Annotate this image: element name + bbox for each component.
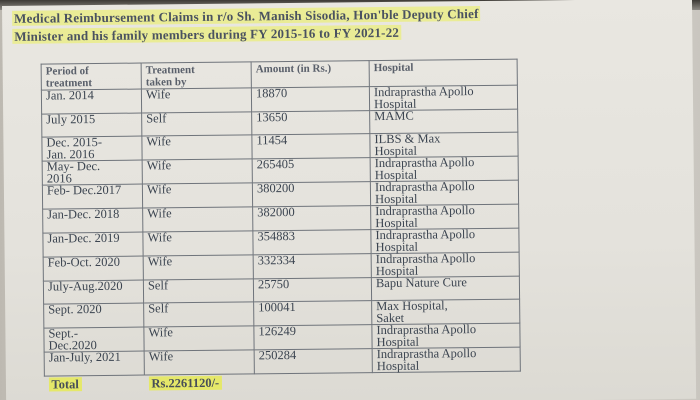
cell-hospital: Indraprastha Apollo Hospital [372, 347, 520, 373]
cell-hospital: ILBS & Max Hospital [370, 132, 518, 158]
cell-amount: 382000 [253, 206, 371, 231]
cell-period: Jan-Dec. 2018 [43, 208, 143, 233]
cell-hospital: Indraprastha Apollo Hospital [371, 252, 519, 278]
cell-amount: 18870 [251, 87, 369, 112]
cell-hospital: Indraprastha Apollo Hospital [371, 228, 519, 254]
cell-taken-by: Wife [142, 135, 252, 160]
cell-taken-by: Wife [143, 231, 253, 256]
cell-taken-by: Self [143, 279, 253, 303]
cell-amount: 380200 [252, 182, 370, 207]
total-label-cell [44, 375, 144, 396]
cell-period: Sept.- Dec.2020 [44, 327, 144, 352]
cell-hospital: Indraprastha Apollo Hospital [369, 85, 517, 111]
cell-taken-by: Self [142, 112, 252, 136]
cell-amount: 354883 [253, 230, 371, 255]
total-value-cell [144, 374, 254, 395]
document-page [2, 0, 696, 400]
cell-amount: 332334 [253, 254, 371, 279]
cell-hospital: Bapu Nature Cure [371, 276, 519, 301]
cell-amount: 126249 [254, 325, 372, 350]
claims-table [41, 59, 521, 396]
header-amount: Amount (in Rs.) [251, 61, 369, 88]
cell-period: May- Dec. 2016 [42, 160, 142, 185]
cell-hospital: Indraprastha Apollo Hospital [372, 323, 520, 349]
total-label: Total [48, 377, 81, 391]
cell-hospital: MAMC [370, 109, 518, 134]
total-empty-cell [372, 371, 520, 392]
cell-period: Sept. 2020 [44, 303, 144, 328]
cell-amount: 25750 [253, 278, 371, 302]
cell-taken-by: Wife [141, 88, 251, 113]
cell-amount: 265405 [252, 158, 370, 183]
heading-line-1: Medical Reimbursement Claims in r/o Sh. Manish Sisodia, Hon'ble Deputy Chief [14, 6, 479, 26]
total-value: Rs.2261120/- [148, 376, 222, 391]
cell-taken-by: Wife [143, 207, 253, 232]
cell-hospital: Max Hospital, Saket [372, 299, 520, 325]
cell-hospital: Indraprastha Apollo Hospital [370, 180, 518, 206]
cell-period: July 2015 [42, 113, 142, 137]
cell-period: Jan-Dec. 2019 [43, 232, 143, 257]
header-hospital: Hospital [369, 59, 517, 87]
cell-period: Jan-July, 2021 [44, 351, 144, 376]
heading-line-2: Minister and his family members during FY 2015-16 to FY 2021-22 [14, 24, 400, 44]
total-empty-cell [254, 373, 372, 394]
total-row [44, 371, 520, 395]
cell-amount: 11454 [252, 134, 370, 159]
cell-period: Feb-Oct. 2020 [43, 256, 143, 281]
cell-amount: 250284 [254, 349, 372, 374]
cell-period: Feb- Dec.2017 [42, 184, 142, 209]
cell-amount: 100041 [254, 301, 372, 326]
cell-taken-by: Wife [144, 326, 254, 351]
cell-period: July-Aug.2020 [43, 280, 143, 304]
cell-taken-by: Wife [143, 255, 253, 280]
cell-taken-by: Wife [142, 159, 252, 184]
document-heading [12, 3, 652, 46]
cell-taken-by: Self [144, 302, 254, 327]
cell-hospital: Indraprastha Apollo Hospital [371, 204, 519, 230]
header-period: Period of treatment [41, 63, 141, 90]
header-taken-by: Treatment taken by [141, 62, 251, 89]
cell-period: Dec. 2015- Jan. 2016 [42, 136, 142, 161]
cell-period: Jan. 2014 [41, 89, 141, 114]
cell-hospital: Indraprastha Apollo Hospital [370, 156, 518, 182]
cell-taken-by: Wife [142, 183, 252, 208]
cell-amount: 13650 [252, 111, 370, 135]
cell-taken-by: Wife [144, 350, 254, 375]
